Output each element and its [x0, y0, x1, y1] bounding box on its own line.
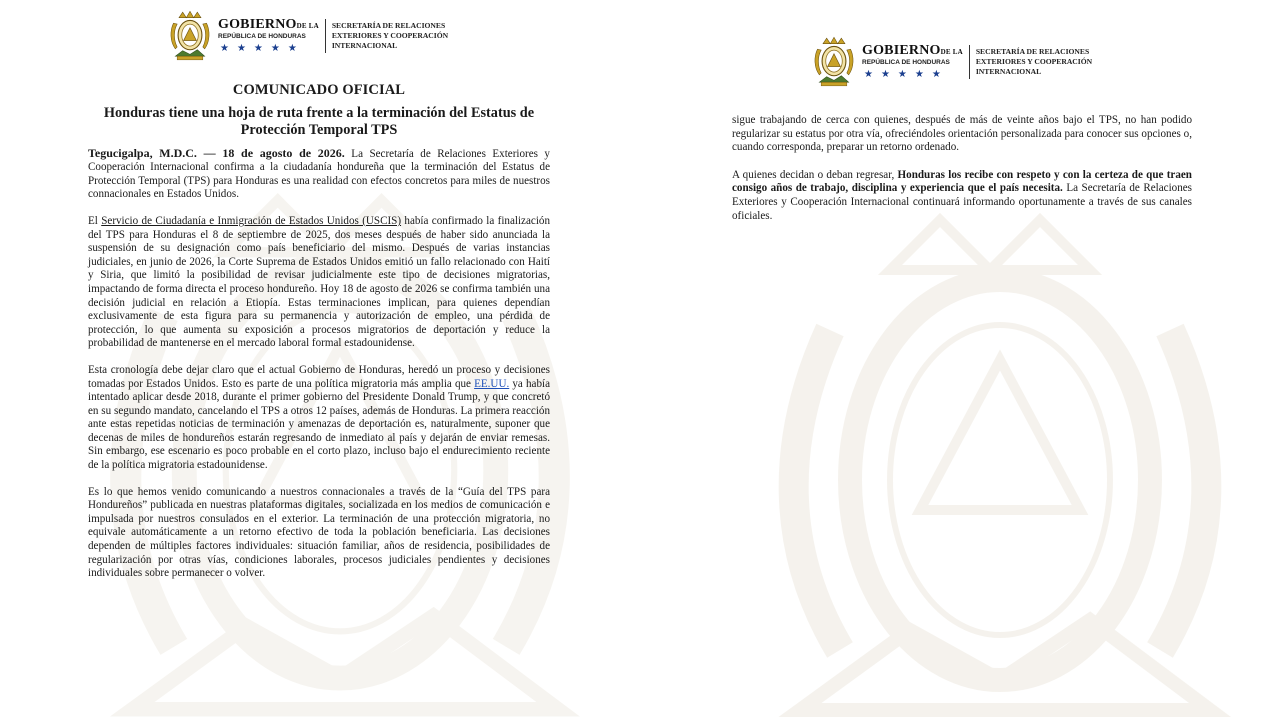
header-divider	[325, 19, 326, 53]
honduras-coat-of-arms-icon	[168, 8, 212, 64]
eeuu-link[interactable]: EE.UU.	[474, 377, 510, 390]
seal-watermark-icon	[740, 210, 1260, 720]
government-logo-text	[218, 18, 319, 55]
paragraph-6: A quienes decidan o deban regresar, Honduras los recibe con respeto y con la certeza de que traen consigo años de trabajo, disciplina y experiencia que el país necesita. La Secretaría de Relaciones Exteriores y Cooperación Internacional continuará informando oportunamente a través de sus canales oficiales.	[732, 168, 1193, 222]
document-page-2	[640, 0, 1280, 720]
paragraph-5: sigue trabajando de cerca con quienes, después de más de veinte años bajo el TPS, no han podido regularizar su estatus por otra vía, ofreciéndoles orientación personalizada para conocer sus opciones o, cuando corresponda, preparar un retorno ordenado.	[732, 114, 1192, 154]
letterhead	[168, 8, 448, 64]
document-body-left	[88, 84, 550, 594]
gov-subtitle: REPÚBLICA DE HONDURAS	[862, 58, 950, 66]
ministry-name: SECRETARÍA DE RELACIONES EXTERIORES Y COOPERACIÓN INTERNACIONAL	[975, 47, 1093, 76]
gov-subtitle: REPÚBLICA DE HONDURAS	[218, 32, 306, 40]
paragraph-1: Tegucigalpa, M.D.C. — 18 de agosto de 2026. La Secretaría de Relaciones Exteriores y Cooperación Internacional confirma a la ciudadanía hondureña que la terminación del Estatus de Protección Temporal (TPS) para Honduras es una realidad con efectos concretos para miles de nuestros connacionales en Estados Unidos.	[88, 145, 550, 201]
document-body-right	[732, 114, 1192, 237]
stars-icon: ★★★★★	[220, 42, 305, 54]
honduras-coat-of-arms-icon	[812, 34, 856, 90]
paragraph-3: Esta cronología debe dejar claro que el actual Gobierno de Honduras, heredó un proceso y decisiones tomadas por Estados Unidos. Esto es parte de una política migratoria más amplia que EE.UU. ya había intentado aplicar desde 2018, durante el primer gobierno del Presidente Donald Trump, y que concretó en su segundo mandato, cancelando el TPS a otros 12 países, además de Honduras. La primera reacción ante estas repetidas noticias de terminación y amenazas de deportación es, naturalmente, suponer que decenas de miles de hondureños estarán regresando de inmediato al país y dejarán de enviar remesas. Sin embargo, ese escenario es poco probable en el corto plazo, incluso bajo el endurecimiento reciente de la política migratoria estadounidense.	[88, 363, 550, 472]
document-title: Honduras tiene una hoja de ruta frente a la terminación del Estatus de Protección Temporal TPS	[103, 104, 535, 138]
paragraph-4: Es lo que hemos venido comunicando a nuestros connacionales a través de la “Guía del TPS para Hondureños” publicada en nuestras plataformas digitales, socializada en los medios de comunicación e impulsada por nuestros consulados en el exterior. La terminación de una protección migratoria, no equivale automáticamente a un retorno efectivo de toda la población beneficiaria. Las decisiones dependen de múltiples factores individuales: situación familiar, años de residencia, posibilidades de regularización por otras vías, condiciones laborales, procesos judiciales pendientes y decisiones individuales sobre permanecer o volver.	[88, 485, 550, 580]
gov-title: GOBIERNODE LA	[218, 16, 319, 32]
paragraph-2: El Servicio de Ciudadanía e Inmigración de Estados Unidos (USCIS) había confirmado la finalización del TPS para Honduras el 8 de septiembre de 2025, dos meses después de haber sido anunciada la suspensión de su designación como país beneficiario del mismo. Después de varias instancias judiciales, en junio de 2026, la Corte Suprema de Estados Unidos emitió un fallo relacionado con Haití y Siria, que limitó la posibilidad de revisar judicialmente este tipo de decisiones migratorias, impactando de forma directa el proceso hondureño. Hoy 18 de agosto de 2026 se confirma también una decisión judicial en relación a Etiopía. Estas terminaciones implican, para quienes dependían exclusivamente de esta figura para su permanencia y autorización de empleo, una pérdida de protección, lo que aumenta su exposición a procesos migratorios de deportación y reduce la probabilidad de mantenerse en el mercado laboral formal estadounidense.	[88, 214, 550, 350]
place-date: Tegucigalpa, M.D.C. — 18 de agosto de 2026.	[88, 145, 345, 160]
gov-title: GOBIERNODE LA	[862, 42, 963, 58]
government-logo-text	[862, 44, 963, 81]
ministry-name: SECRETARÍA DE RELACIONES EXTERIORES Y COOPERACIÓN INTERNACIONAL	[331, 21, 449, 50]
letterhead	[812, 34, 1092, 90]
header-divider	[969, 45, 970, 79]
key-message: Honduras los recibe con respeto y con la certeza de que traen consigo años de trabajo, disciplina y experiencia que el país necesita.	[732, 168, 1192, 195]
document-kicker: COMUNICADO OFICIAL	[232, 82, 406, 98]
uscis-link[interactable]: Servicio de Ciudadanía e Inmigración de Estados Unidos (USCIS)	[101, 214, 402, 227]
stars-icon: ★★★★★	[864, 68, 949, 80]
